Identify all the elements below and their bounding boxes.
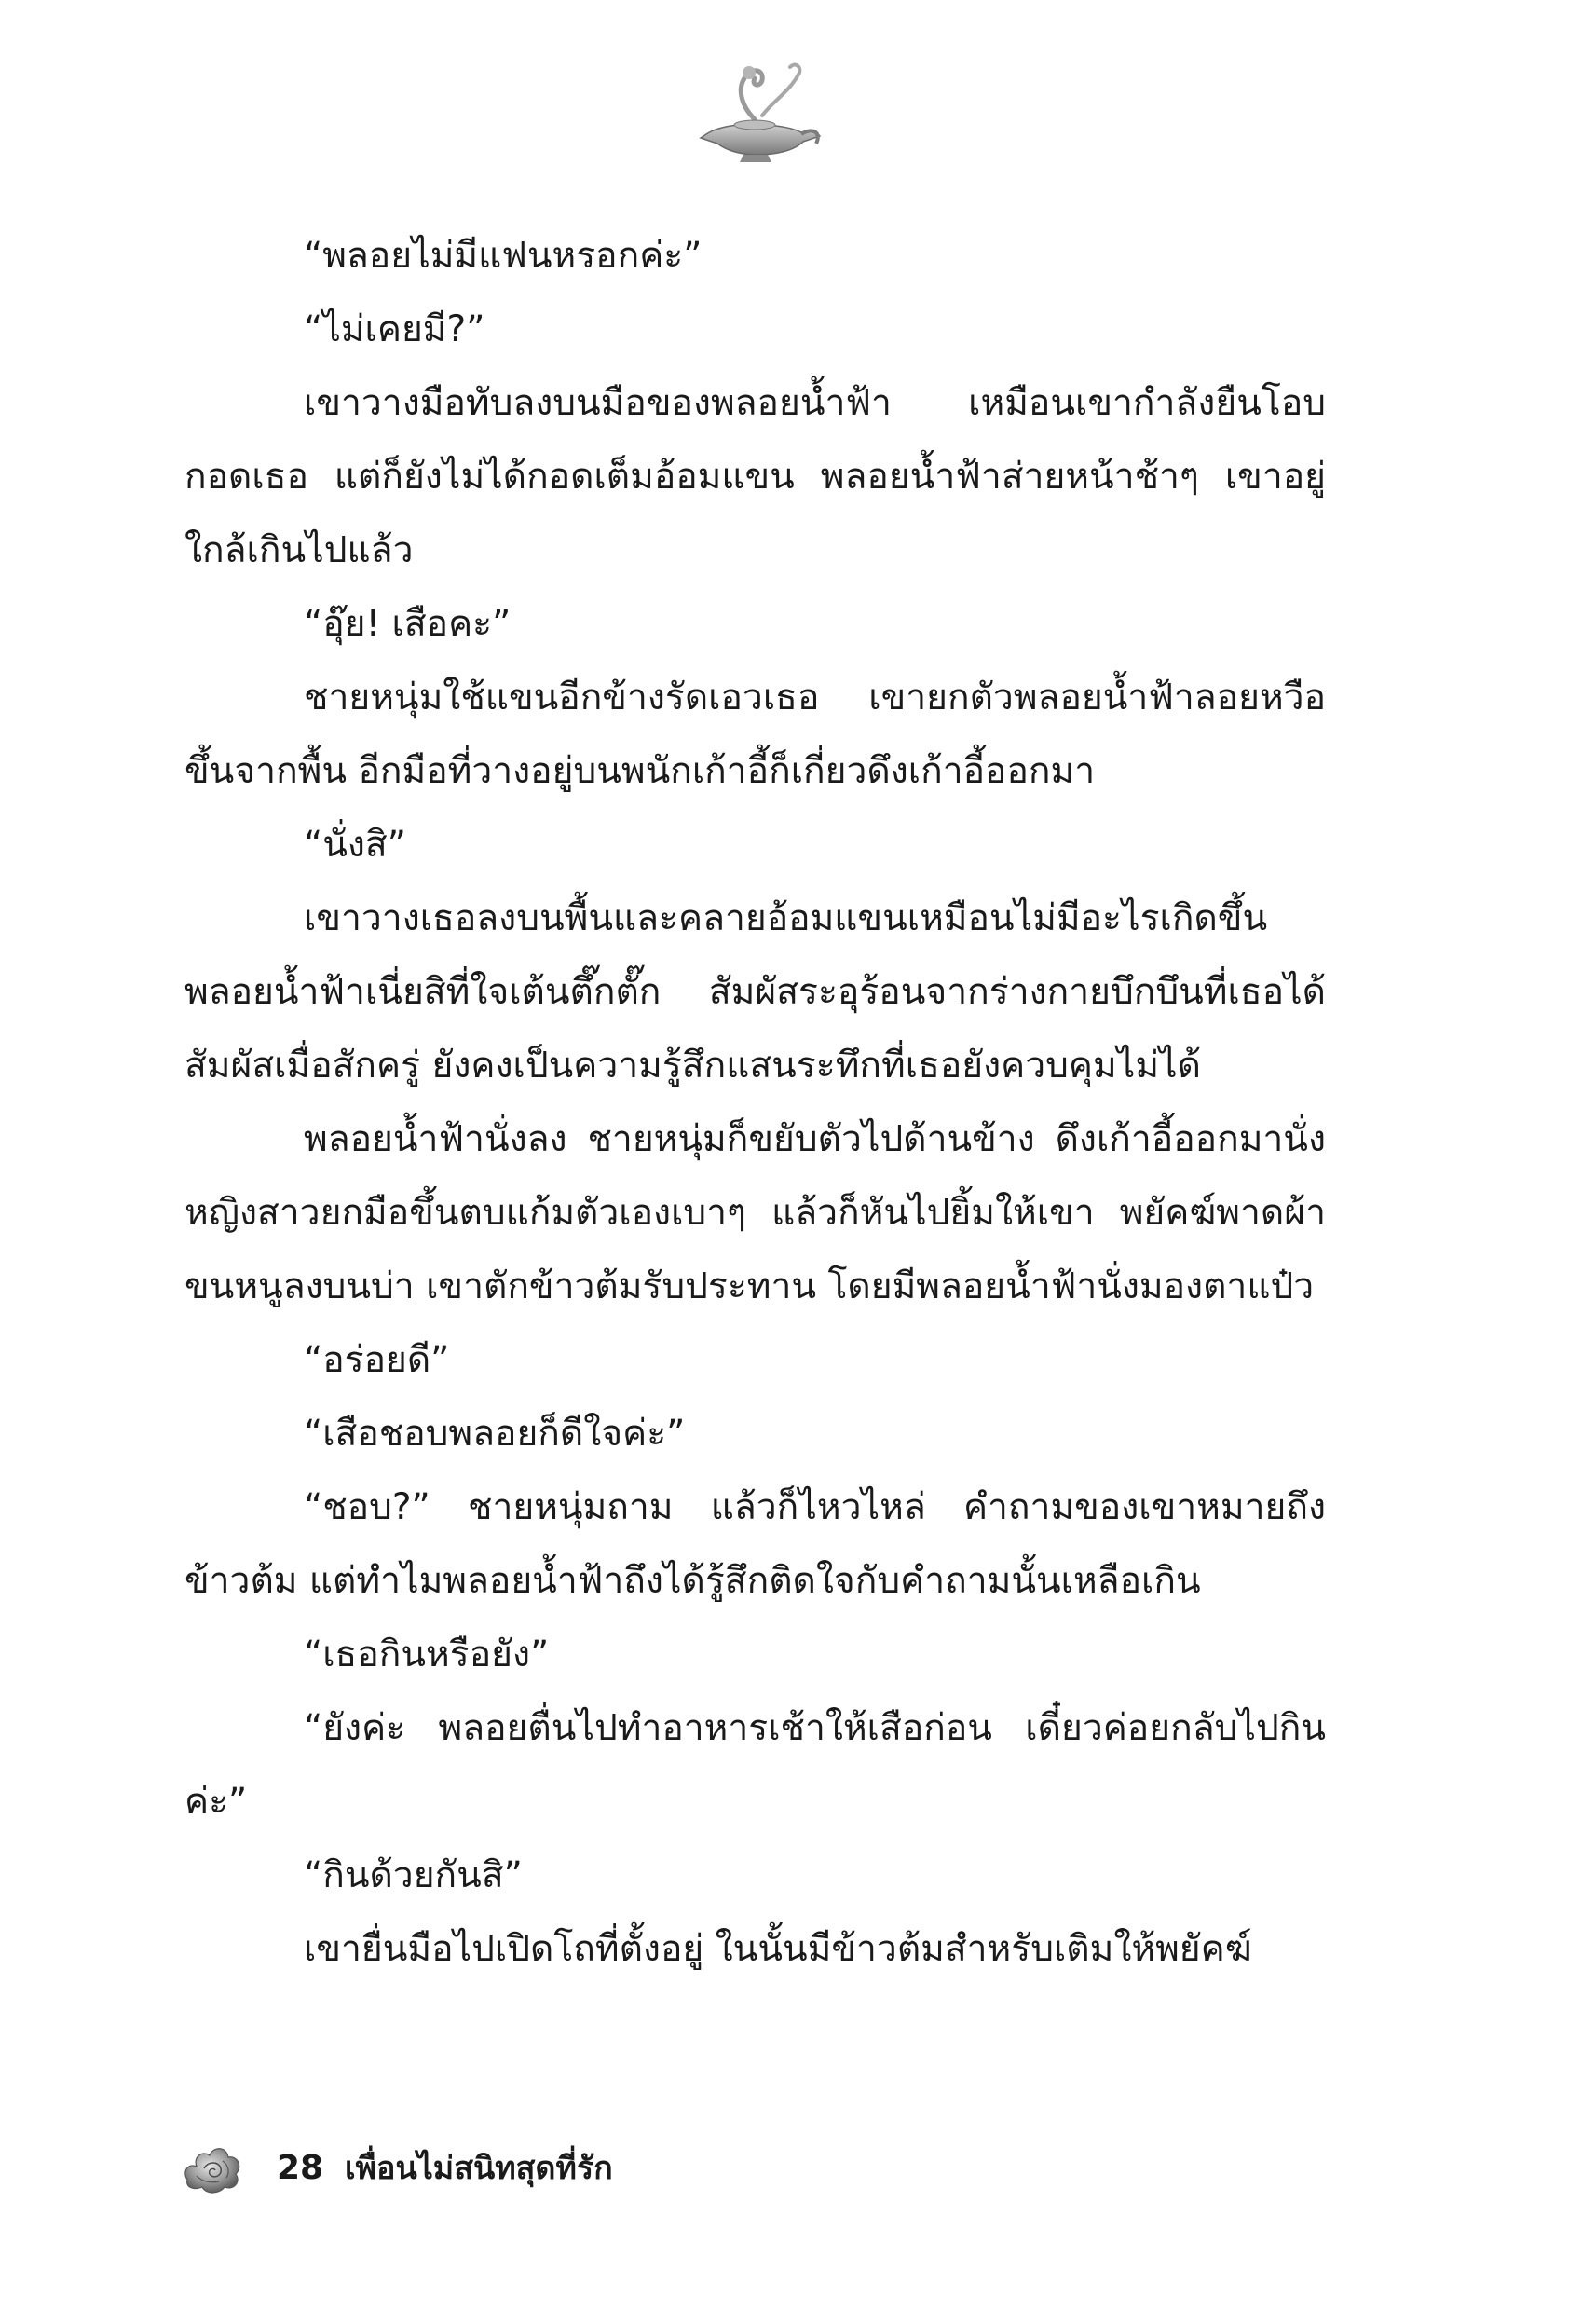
page-number: 28 xyxy=(277,2149,324,2187)
paragraph: “เสือชอบพลอยก็ดีใจค่ะ” xyxy=(304,1413,686,1455)
paragraph: พลอยน้ำฟ้านั่งลง ชายหนุ่มก็ขยับตัวไปด้านข้าง ดึงเก้าอี้ออกมานั่ง หญิงสาวยกมือขึ้นตบแก้มตัวเองเบาๆ แล้วก็หันไปยิ้มให้เขา พยัคฆ์พาดผ้าขนหนูลงบนบ่า เขาตักข้าวต้มรับประทาน โดยมีพลอยน้ำฟ้านั่งมองตาแป๋ว xyxy=(184,1118,1326,1307)
paragraph: “อร่อยดี” xyxy=(304,1339,450,1381)
book-title: เพื่อนไม่สนิทสุดที่รัก xyxy=(345,2150,613,2187)
paragraph: “ชอบ?” ชายหนุ่มถาม แล้วก็ไหวไหล่ คำถามของเขาหมายถึงข้าวต้ม แต่ทำไมพลอยน้ำฟ้าถึงได้รู้สึกติดใจกับคำถามนั้นเหลือเกิน xyxy=(184,1486,1326,1602)
body-text xyxy=(184,219,1326,1986)
page-footer xyxy=(182,2139,1113,2204)
paragraph: “เธอกินหรือยัง” xyxy=(304,1634,550,1675)
paragraph: “กินด้วยกันสิ” xyxy=(304,1854,523,1896)
rose-icon xyxy=(182,2139,243,2196)
paragraph: “ยังค่ะ พลอยตื่นไปทำอาหารเช้าให้เสือก่อน เดี๋ยวค่อยกลับไปกินค่ะ” xyxy=(184,1707,1326,1823)
paragraph: “นั่งสิ” xyxy=(304,824,406,866)
paragraph: ชายหนุ่มใช้แขนอีกข้างรัดเอวเธอ เขายกตัวพลอยน้ำฟ้าลอยหวือขึ้นจากพื้น อีกมือที่วางอยู่บนพนักเก้าอี้ก็เกี่ยวดึงเก้าอี้ออกมา xyxy=(184,677,1326,792)
paragraph: เขายื่นมือไปเปิดโถที่ตั้งอยู่ ในนั้นมีข้าวต้มสำหรับเติมให้พยัคฆ์ xyxy=(304,1928,1252,1970)
paragraph: “อุ๊ย! เสือคะ” xyxy=(304,603,512,645)
paragraph: “พลอยไม่มีแฟนหรอกค่ะ” xyxy=(304,235,703,277)
paragraph: เขาวางเธอลงบนพื้นและคลายอ้อมแขนเหมือนไม่มีอะไรเกิดขึ้น พลอยน้ำฟ้าเนี่ยสิที่ใจเต้นตึ๊กตั๊ก สัมผัสระอุร้อนจากร่างกายบึกบึนที่เธอได้สัมผัสเมื่อสักครู่ ยังคงเป็นความรู้สึกแสนระทึกที่เธอยังควบคุมไม่ได้ xyxy=(184,897,1326,1087)
genie-lamp-icon xyxy=(689,54,829,166)
paragraph: “ไม่เคยมี?” xyxy=(304,308,485,350)
paragraph: เขาวางมือทับลงบนมือของพลอยน้ำฟ้า เหมือนเขากำลังยืนโอบกอดเธอ แต่ก็ยังไม่ได้กอดเต็มอ้อมแขน พลอยน้ำฟ้าส่ายหน้าช้าๆ เขาอยู่ใกล้เกินไปแล้ว xyxy=(184,382,1326,571)
